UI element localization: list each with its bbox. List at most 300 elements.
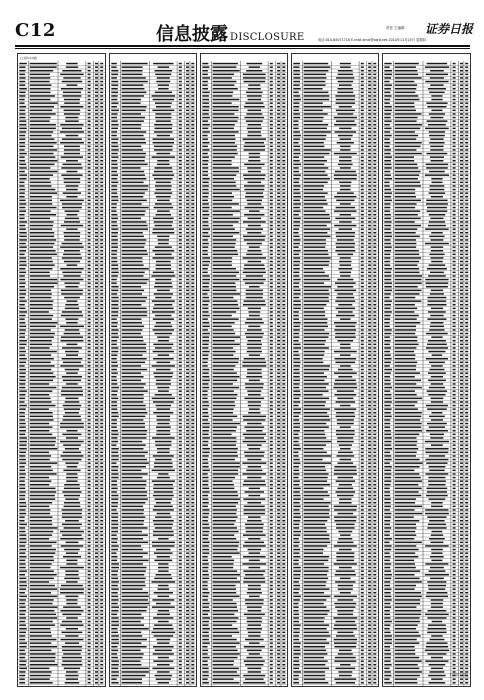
table-row (110, 153, 196, 156)
table-row (201, 70, 287, 73)
table-row (383, 286, 470, 289)
table-row (18, 171, 105, 174)
table-row (292, 362, 378, 365)
table-row (18, 228, 105, 231)
table-row (201, 221, 287, 224)
table-row (201, 437, 287, 440)
table-row (18, 642, 105, 645)
table-row (383, 592, 470, 595)
table-row (292, 452, 378, 455)
table-row (201, 376, 287, 379)
table-row (201, 84, 287, 87)
table-row (110, 596, 196, 599)
table-row (383, 138, 470, 141)
table-row (292, 624, 378, 627)
table-row (292, 664, 378, 667)
table-row (110, 192, 196, 195)
table-row (18, 304, 105, 307)
table-row (18, 232, 105, 235)
table-row (292, 131, 378, 134)
table-row (292, 268, 378, 271)
table-row (201, 578, 287, 581)
table-row (383, 131, 470, 134)
table-row (383, 171, 470, 174)
table-row (110, 333, 196, 336)
table-row (18, 225, 105, 228)
table-row (201, 236, 287, 239)
table-row (201, 340, 287, 343)
table-row (110, 167, 196, 170)
table-row (110, 498, 196, 501)
table-row (292, 153, 378, 156)
table-row (201, 657, 287, 660)
table-row (18, 383, 105, 386)
table-row (292, 239, 378, 242)
table-row (18, 401, 105, 404)
table-row (18, 516, 105, 519)
table-row (201, 92, 287, 95)
table-row (292, 520, 378, 523)
table-row (110, 390, 196, 393)
table-row (18, 167, 105, 170)
table-row (110, 164, 196, 167)
table-row (201, 369, 287, 372)
table-row (110, 506, 196, 509)
table-row (201, 675, 287, 678)
table-row (292, 646, 378, 649)
table-row (110, 189, 196, 192)
table-row (201, 351, 287, 354)
table-row (18, 412, 105, 415)
table-row (383, 221, 470, 224)
table-row (110, 351, 196, 354)
table-row (18, 77, 105, 80)
table-row (292, 524, 378, 527)
table-row (201, 365, 287, 368)
table-row (383, 614, 470, 617)
table-row (383, 293, 470, 296)
table-row (383, 246, 470, 249)
table-row (292, 88, 378, 91)
table-row (383, 412, 470, 415)
table-row (292, 164, 378, 167)
table-row (383, 106, 470, 109)
table-row (110, 354, 196, 357)
table-row (110, 567, 196, 570)
table-row (18, 66, 105, 69)
table-row (110, 362, 196, 365)
table-row (201, 167, 287, 170)
table-row (110, 617, 196, 620)
table-row (110, 657, 196, 660)
table-row (110, 560, 196, 563)
table-row (292, 660, 378, 663)
table-row (292, 408, 378, 411)
header-rule-thick (15, 45, 470, 47)
table-row (110, 552, 196, 555)
table-row (110, 246, 196, 249)
table-row (18, 556, 105, 559)
table-row (110, 660, 196, 663)
table-row (18, 264, 105, 267)
table-row (201, 610, 287, 613)
table-row (292, 578, 378, 581)
table-row (110, 592, 196, 595)
table-row (292, 207, 378, 210)
table-row (292, 552, 378, 555)
table-row (383, 466, 470, 469)
table-row (292, 156, 378, 159)
table-row (201, 380, 287, 383)
table-row (110, 365, 196, 368)
table-row (201, 329, 287, 332)
table-row (18, 578, 105, 581)
table-row (383, 542, 470, 545)
table-row (383, 405, 470, 408)
table-row (201, 632, 287, 635)
table-row (110, 70, 196, 73)
table-row (292, 405, 378, 408)
table-row (383, 563, 470, 566)
table-row (18, 617, 105, 620)
table-row (383, 401, 470, 404)
table-row (18, 333, 105, 336)
table-row (18, 329, 105, 332)
table-row (201, 362, 287, 365)
table-row (201, 318, 287, 321)
table-row (18, 599, 105, 602)
table-row (292, 236, 378, 239)
table-row (110, 545, 196, 548)
table-row (383, 84, 470, 87)
table-row (292, 466, 378, 469)
table-row (292, 401, 378, 404)
table-row (18, 311, 105, 314)
table-row (18, 527, 105, 530)
table-row (18, 207, 105, 210)
table-row (201, 322, 287, 325)
table-row (201, 336, 287, 339)
table-row (110, 138, 196, 141)
table-row (110, 128, 196, 131)
table-row (201, 621, 287, 624)
table-row (18, 495, 105, 498)
masthead-logo: 证券日报 (425, 22, 474, 36)
table-row (201, 394, 287, 397)
table-row (292, 167, 378, 170)
table-row (383, 516, 470, 519)
table-column-2 (109, 53, 197, 687)
table-row (18, 178, 105, 181)
table-row (383, 261, 470, 264)
table-row (18, 448, 105, 451)
table-row (292, 668, 378, 671)
table-row (383, 390, 470, 393)
table-row (201, 491, 287, 494)
table-row (383, 358, 470, 361)
table-row (383, 146, 470, 149)
table-row (18, 92, 105, 95)
table-row (110, 639, 196, 642)
table-row (383, 632, 470, 635)
table-row (201, 358, 287, 361)
table-row (201, 138, 287, 141)
table-row (18, 189, 105, 192)
table-row (201, 574, 287, 577)
table-row (383, 70, 470, 73)
table-row (383, 333, 470, 336)
table-row (110, 488, 196, 491)
table-row (292, 488, 378, 491)
table-row (383, 657, 470, 660)
table-row (18, 549, 105, 552)
table-row (18, 286, 105, 289)
table-row (110, 516, 196, 519)
table-row (292, 606, 378, 609)
table-row (201, 102, 287, 105)
table-row (292, 63, 378, 66)
table-row (383, 318, 470, 321)
table-row (383, 650, 470, 653)
table-row (383, 225, 470, 228)
table-row (201, 146, 287, 149)
table-row (383, 398, 470, 401)
table-row (18, 326, 105, 329)
table-row (110, 437, 196, 440)
table-row (110, 318, 196, 321)
table-row (292, 99, 378, 102)
table-row (383, 527, 470, 530)
table-row (110, 675, 196, 678)
table-row (18, 272, 105, 275)
table-row (18, 117, 105, 120)
table-row (201, 531, 287, 534)
table-row (383, 491, 470, 494)
table-row (110, 120, 196, 123)
table-row (110, 419, 196, 422)
table-row (201, 473, 287, 476)
section-title-en: DISCLOSURE (230, 32, 305, 43)
table-row (383, 531, 470, 534)
table-row (18, 380, 105, 383)
table-row (201, 603, 287, 606)
table-row (201, 279, 287, 282)
table-row (18, 592, 105, 595)
table-row (292, 254, 378, 257)
table-row (292, 300, 378, 303)
table-row (292, 491, 378, 494)
table-row (201, 624, 287, 627)
table-row (18, 441, 105, 444)
table-row (292, 232, 378, 235)
table-row (201, 419, 287, 422)
table-row (110, 257, 196, 260)
table-row (110, 542, 196, 545)
table-row (201, 347, 287, 350)
table-row (383, 578, 470, 581)
table-row (110, 290, 196, 293)
table-row (201, 246, 287, 249)
table-row (292, 142, 378, 145)
table-row (110, 340, 196, 343)
table-row (383, 668, 470, 671)
table-row (18, 664, 105, 667)
table-row (201, 225, 287, 228)
table-row (110, 578, 196, 581)
table-row (292, 628, 378, 631)
table-row (18, 426, 105, 429)
table-row (110, 207, 196, 210)
table-row (292, 430, 378, 433)
table-row (292, 81, 378, 84)
table-row (383, 430, 470, 433)
table-row (383, 239, 470, 242)
table-row (18, 563, 105, 566)
table-row (292, 282, 378, 285)
table-row (383, 164, 470, 167)
table-row (201, 434, 287, 437)
table-row (110, 185, 196, 188)
table-row (18, 315, 105, 318)
table-row (110, 632, 196, 635)
table-row (110, 286, 196, 289)
table-row (383, 189, 470, 192)
table-row (383, 635, 470, 638)
table-row (201, 635, 287, 638)
table-row (383, 560, 470, 563)
table-row (201, 614, 287, 617)
table-row (110, 74, 196, 77)
table-row (383, 556, 470, 559)
table-row (383, 682, 470, 685)
table-row (110, 66, 196, 69)
table-row (110, 549, 196, 552)
table-row (18, 545, 105, 548)
table-row (383, 95, 470, 98)
table-row (18, 308, 105, 311)
table-row (292, 304, 378, 307)
table-row (292, 437, 378, 440)
table-row (18, 261, 105, 264)
section-title-cn: 信息披露 (156, 24, 228, 45)
table-row (383, 639, 470, 642)
table-row (201, 131, 287, 134)
table-row (292, 653, 378, 656)
table-row (110, 621, 196, 624)
table-row (18, 268, 105, 271)
table-row (383, 257, 470, 260)
table-row (110, 95, 196, 98)
table-row (292, 527, 378, 530)
table-row (292, 534, 378, 537)
table-row (18, 275, 105, 278)
table-row (292, 642, 378, 645)
table-row (201, 682, 287, 685)
table-row (18, 531, 105, 534)
table-row (292, 214, 378, 217)
table-row (110, 664, 196, 667)
table-row (292, 614, 378, 617)
table-row (383, 545, 470, 548)
table-row (18, 63, 105, 66)
table-row (110, 635, 196, 638)
table-row (110, 642, 196, 645)
table-row (292, 189, 378, 192)
table-row (18, 95, 105, 98)
table-row (201, 423, 287, 426)
table-row (292, 275, 378, 278)
table-row (292, 171, 378, 174)
table-row (18, 282, 105, 285)
table-row (383, 459, 470, 462)
table-row (201, 297, 287, 300)
table-row (383, 207, 470, 210)
table-row (383, 603, 470, 606)
table-row (18, 480, 105, 483)
table-row (18, 437, 105, 440)
table-row (110, 398, 196, 401)
table-row (292, 124, 378, 127)
table-row (383, 92, 470, 95)
table-row (110, 376, 196, 379)
table-row (18, 372, 105, 375)
table-row (201, 506, 287, 509)
table-row (292, 383, 378, 386)
table-row (292, 243, 378, 246)
table-row (110, 174, 196, 177)
table-row (18, 322, 105, 325)
table-row (201, 261, 287, 264)
table-row (383, 88, 470, 91)
table-row (383, 160, 470, 163)
table-row (18, 365, 105, 368)
table-row (292, 257, 378, 260)
table-row (201, 354, 287, 357)
table-row (292, 394, 378, 397)
table-row (201, 200, 287, 203)
table-row (18, 218, 105, 221)
table-row (18, 542, 105, 545)
table-row (201, 171, 287, 174)
table-row (292, 473, 378, 476)
table-row (18, 408, 105, 411)
table-row (201, 495, 287, 498)
table-row (110, 200, 196, 203)
table-row (292, 538, 378, 541)
table-row (292, 484, 378, 487)
table-row (383, 441, 470, 444)
table-row (292, 574, 378, 577)
table-row (292, 77, 378, 80)
table-row (110, 462, 196, 465)
table-row (110, 441, 196, 444)
table-row (292, 174, 378, 177)
table-row (292, 250, 378, 253)
table-row (383, 380, 470, 383)
table-row (292, 185, 378, 188)
table-row (110, 444, 196, 447)
table-row (110, 268, 196, 271)
table-row (201, 509, 287, 512)
table-row (201, 63, 287, 66)
table-row (383, 585, 470, 588)
table-row (383, 254, 470, 257)
table-row (18, 156, 105, 159)
table-row (383, 336, 470, 339)
table-row (292, 196, 378, 199)
table-row (110, 452, 196, 455)
table-row (110, 88, 196, 91)
